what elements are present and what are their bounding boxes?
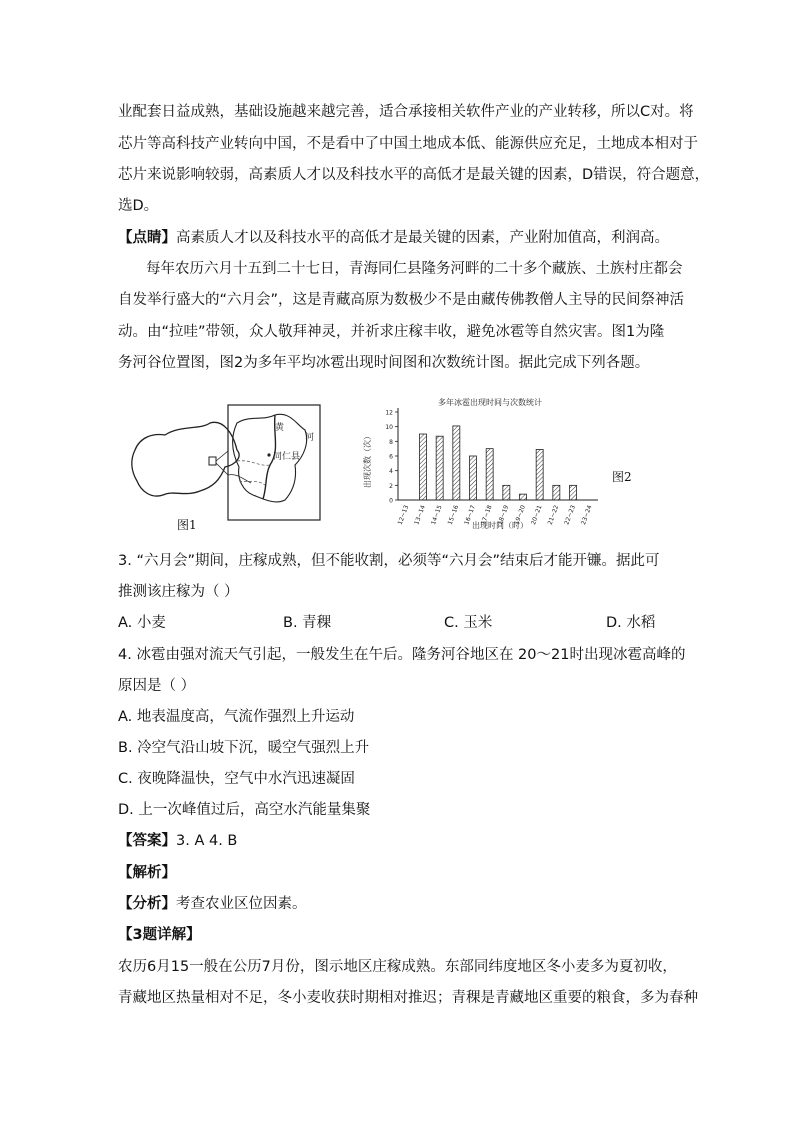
q4-stem-line: 4. 冰雹由强对流天气引起，一般发生在午后。隆务河谷地区在 20～21时出现冰雹高峰的	[118, 647, 686, 663]
fenxi-line	[118, 894, 307, 914]
map-label-tongren: 同仁县	[273, 452, 301, 462]
x-tick-label: 19~20	[513, 504, 527, 526]
y-tick-label: 6	[389, 453, 393, 461]
dianjing-line	[118, 228, 669, 248]
chart-xlabel: 出现时间（时）	[472, 521, 528, 530]
intro-line: 动。由“拉哇”带领，众人敬拜神灵，并祈求庄稼丰收，避免冰雹等自然灾害。图1为隆	[118, 324, 665, 340]
answer-text: 3. A 4. B	[176, 833, 238, 849]
q4-option-b[interactable]: B. 冷空气沿山坡下沉，暖空气强烈上升	[118, 740, 370, 756]
hail-chart	[360, 392, 640, 532]
jiexi-tag: 【解析】	[118, 865, 176, 881]
detail-line: 青藏地区热量相对不足，冬小麦收获时期相对推迟；青稞是青藏地区重要的粮食，多为春种	[118, 990, 698, 1006]
bar-14~15	[436, 436, 443, 500]
chart-ylabel: 出现次数（次）	[363, 432, 372, 488]
intro-line: 自发举行盛大的“六月会”，这是青藏高原为数极少不是由藏传佛教僧人主导的民间祭神活	[118, 292, 685, 308]
q4-option-c[interactable]: C. 夜晚降温快，空气中水汽迅速凝固	[118, 771, 355, 787]
bar-19~20	[520, 494, 527, 500]
chart-title: 多年冰雹出现时间与次数统计	[438, 398, 542, 407]
detail-line: 农历6月15一般在公历7月份，图示地区庄稼成熟。东部同纬度地区冬小麦多为夏初收，	[118, 959, 677, 975]
y-tick-label: 2	[389, 482, 393, 490]
q3-detail-heading: 【3题详解】	[118, 927, 201, 943]
x-tick-label: 21~22	[546, 504, 561, 526]
x-tick-label: 23~24	[580, 504, 594, 526]
figure-1	[125, 395, 340, 535]
fenxi-text: 考查农业区位因素。	[176, 896, 307, 912]
map-label-he: 河	[305, 433, 315, 443]
bar-21~22	[553, 485, 560, 500]
figure-2-label: 图2	[612, 470, 632, 484]
bar-17~18	[486, 449, 493, 500]
bar-20~21	[536, 449, 543, 500]
map-label-huang: 黄	[275, 423, 285, 433]
x-tick-label: 13~14	[413, 504, 427, 526]
figure-1-label: 图1	[177, 518, 197, 532]
bar-15~16	[453, 426, 460, 500]
answer-tag: 【答案】	[118, 833, 176, 849]
bar-13~14	[420, 434, 427, 500]
q3-stem-line: 推测该庄稼为（ ）	[118, 584, 239, 600]
q3-option-d[interactable]: D. 水稻	[606, 615, 656, 631]
x-tick-label: 12~13	[396, 504, 411, 526]
x-tick-label: 15~16	[446, 504, 461, 526]
fenxi-tag: 【分析】	[118, 896, 176, 912]
y-tick-label: 4	[389, 468, 393, 476]
bar-18~19	[503, 485, 510, 500]
bar-16~17	[470, 456, 477, 500]
q3-option-b[interactable]: B. 青稞	[283, 615, 332, 631]
paragraph-line: 选D。	[118, 198, 159, 214]
figure-2	[360, 392, 640, 532]
paragraph-line: 芯片来说影响较弱，高素质人才以及科技水平的高低才是最关键的因素，D错误，符合题意，	[118, 167, 710, 183]
y-tick-label: 0	[389, 497, 393, 505]
x-tick-label: 20~21	[530, 504, 544, 526]
bar-22~23	[570, 485, 577, 500]
x-tick-label: 22~23	[563, 504, 577, 526]
intro-line: 每年农历六月十五到二十七日，青海同仁县隆务河畔的二十多个藏族、土族村庄都会	[146, 261, 683, 277]
q3-option-a[interactable]: A. 小麦	[118, 615, 166, 631]
dianjing-tag: 【点睛】	[118, 230, 176, 246]
paragraph-line: 芯片等高科技产业转向中国，不是看中了中国土地成本低、能源供应充足，土地成本相对于	[118, 136, 698, 152]
dianjing-text: 高素质人才以及科技水平的高低才是最关键的因素，产业附加值高，利润高。	[176, 230, 669, 246]
intro-line: 务河谷位置图，图2为多年平均冰雹出现时间图和次数统计图。据此完成下列各题。	[118, 355, 650, 371]
y-tick-label: 8	[389, 438, 393, 446]
q3-stem-line: 3. “六月会”期间，庄稼成熟，但不能收割，必须等“六月会”结束后才能开镰。据此可	[118, 553, 660, 569]
y-tick-label: 10	[385, 424, 393, 432]
x-tick-label: 18~19	[496, 504, 511, 526]
location-map	[125, 395, 340, 535]
paragraph-line: 业配套日益成熟，基础设施越来越完善，适合承接相关软件产业的产业转移，所以C对。将	[118, 104, 694, 120]
q3-option-c[interactable]: C. 玉米	[444, 615, 493, 631]
x-tick-label: 16~17	[463, 504, 477, 526]
q4-option-d[interactable]: D. 上一次峰值过后，高空水汽能量集聚	[118, 802, 371, 818]
x-tick-label: 17~18	[480, 504, 494, 526]
answer-line	[118, 831, 237, 851]
y-tick-label: 12	[385, 409, 393, 417]
x-tick-label: 14~15	[430, 504, 444, 526]
q4-option-a[interactable]: A. 地表温度高，气流作强烈上升运动	[118, 709, 355, 725]
q4-stem-line: 原因是（ ）	[118, 678, 196, 694]
